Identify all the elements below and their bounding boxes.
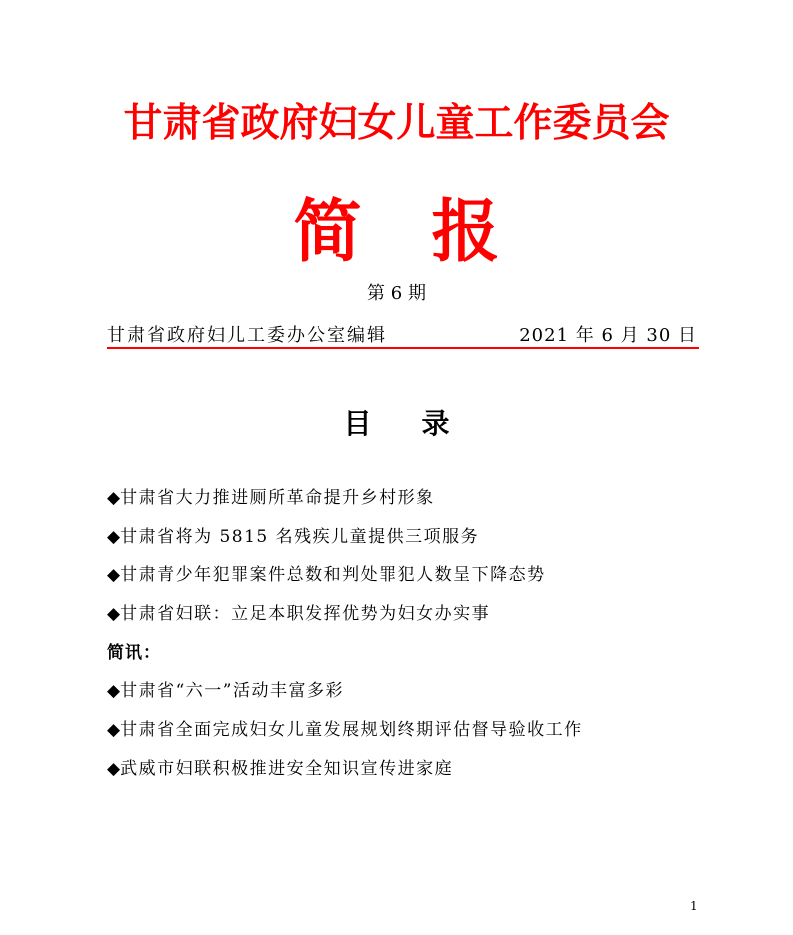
diamond-bullet-icon: ◆ — [107, 681, 121, 702]
bulletin-title: 简报 — [293, 193, 570, 272]
toc-item-text: 甘肃省将为 5815 名残疾儿童提供三项服务 — [120, 526, 480, 547]
brief-label: 简讯： — [107, 642, 161, 663]
brief-section-label — [107, 640, 583, 679]
issue-number: 第 6 期 — [367, 283, 426, 304]
header-divider — [107, 347, 699, 349]
toc-item — [107, 717, 583, 756]
toc-list — [107, 485, 583, 795]
diamond-bullet-icon: ◆ — [107, 720, 121, 741]
toc-item — [107, 562, 583, 601]
toc-item-text: 甘肃省全面完成妇女儿童发展规划终期评估督导验收工作 — [120, 720, 583, 741]
page-number: 1 — [690, 899, 698, 913]
diamond-bullet-icon: ◆ — [107, 488, 121, 508]
editor-name: 甘肃省政府妇儿工委办公室编辑 — [107, 325, 387, 346]
diamond-bullet-icon: ◆ — [107, 565, 121, 586]
toc-item-text: 甘肃省妇联：立足本职发挥优势为妇女办实事 — [120, 604, 491, 625]
toc-item — [107, 678, 583, 717]
diamond-bullet-icon: ◆ — [107, 604, 121, 625]
toc-item — [107, 601, 583, 640]
toc-item — [107, 524, 583, 563]
toc-item — [107, 756, 583, 795]
toc-item-text: 甘肃省大力推进厕所革命提升乡村形象 — [120, 488, 435, 508]
toc-item — [107, 485, 583, 524]
editor-line — [107, 321, 697, 347]
diamond-bullet-icon: ◆ — [107, 526, 121, 547]
toc-item-text: 甘肃省“六一”活动丰富多彩 — [120, 681, 344, 702]
toc-item-text: 武威市妇联积极推进安全知识宣传进家庭 — [120, 758, 454, 779]
publish-date: 2021 年 6 月 30 日 — [519, 325, 697, 346]
toc-title: 目录 — [343, 407, 500, 440]
organization-title: 甘肃省政府妇女儿童工作委员会 — [123, 100, 670, 146]
toc-item-text: 甘肃青少年犯罪案件总数和判处罪犯人数呈下降态势 — [120, 565, 546, 586]
diamond-bullet-icon: ◆ — [107, 758, 121, 779]
